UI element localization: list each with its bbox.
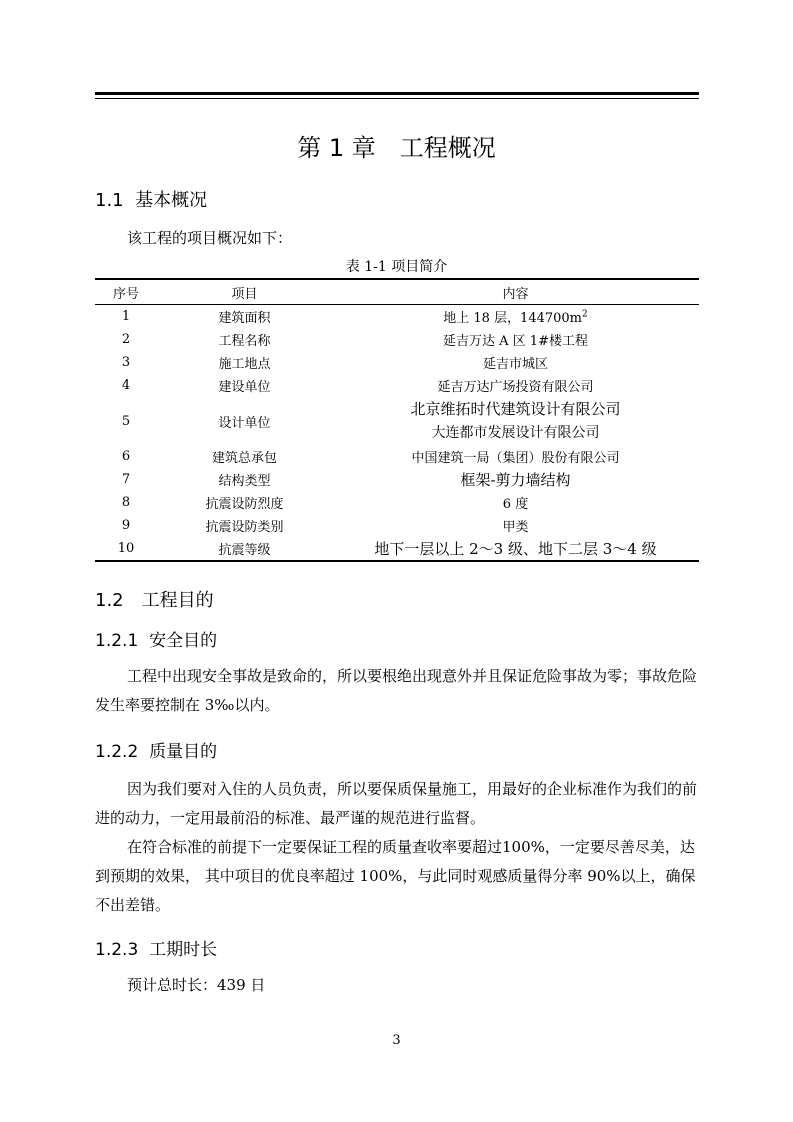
cell-content: 延吉市城区 — [482, 357, 548, 372]
cell-no: 10 — [95, 537, 157, 561]
header-cell-item: 项目 — [157, 279, 332, 305]
table-row — [95, 374, 699, 397]
table-row — [95, 351, 699, 374]
cell-content — [332, 305, 699, 329]
cell-content: 延吉万达广场投资有限公司 — [437, 380, 594, 395]
section-heading-1-2: 1.2 工程目的 — [95, 590, 214, 611]
cell-no: 9 — [121, 518, 131, 533]
cell-item: 抗震等级 — [157, 537, 332, 561]
cell-item: 施工地点 — [218, 357, 271, 372]
cell-content: 延吉万达 A 区 1#楼工程 — [443, 334, 588, 349]
table-row — [95, 537, 699, 561]
table-caption: 表 1-1 项目简介 — [345, 259, 448, 275]
table-row — [95, 305, 699, 329]
cell-item: 建筑总承包 — [211, 451, 277, 466]
page-number: 3 — [392, 1033, 401, 1048]
header-cell-no: 序号 — [95, 279, 157, 305]
cell-content: 中国建筑一局（集团）股份有限公司 — [411, 451, 620, 466]
table-row — [95, 514, 699, 537]
section-heading-1-1: 1.1 基本概况 — [95, 190, 208, 211]
cell-no: 4 — [121, 378, 131, 393]
section-heading-1-2-3: 1.2.3 工期时长 — [95, 940, 218, 960]
cell-no: 6 — [121, 449, 131, 464]
project-summary-table — [95, 278, 699, 562]
table-header-row — [95, 279, 699, 305]
cell-item: 工程名称 — [218, 334, 271, 349]
quality-paragraph-2: 在符合标准的前提下一定要保证工程的质量查收率要超过100%，一定要尽善尽美，达到预期的效果， 其中项目的优良率超过 100%，与此同时观感质量得分率 90%以上，确保不出差错。 — [95, 838, 696, 914]
cell-item: 建设单位 — [218, 380, 271, 395]
intro-paragraph: 该工程的项目概况如下： — [127, 229, 293, 247]
cell-no: 1 — [121, 309, 131, 324]
quality-paragraph-1: 因为我们要对入住的人员负责，所以要保质保量施工，用最好的企业标准作为我们的前进的动力，一定用最前沿的标准、最严谨的规范进行监督。 — [95, 780, 698, 827]
table-row — [95, 328, 699, 351]
table-row — [95, 491, 699, 514]
safety-paragraph: 工程中出现安全事故是致命的，所以要根绝出现意外并且保证危险事故为零；事故危险发生率要控制在 3‰以内。 — [95, 667, 698, 714]
cell-content: 6 度 — [502, 497, 529, 512]
cell-item: 结构类型 — [218, 474, 271, 489]
duration-paragraph: 预计总时长：439 日 — [127, 976, 266, 994]
cell-content-text: 地上 18 层，144700m — [443, 311, 583, 326]
superscript: 2 — [582, 309, 588, 320]
cell-item: 设计单位 — [218, 415, 271, 431]
header-cell-content: 内容 — [332, 279, 699, 305]
cell-content — [332, 397, 699, 445]
header-rule-thin — [95, 98, 699, 99]
section-heading-1-2-1: 1.2.1 安全目的 — [95, 631, 218, 651]
cell-item: 抗震设防类别 — [205, 520, 284, 535]
table-row — [95, 468, 699, 491]
table-row — [95, 445, 699, 468]
cell-no: 7 — [121, 472, 131, 487]
chapter-title: 第 1 章 工程概况 — [297, 134, 496, 162]
cell-no: 8 — [121, 495, 131, 510]
cell-content-line-1: 北京维拓时代建筑设计有限公司 — [410, 400, 621, 418]
header-rule-thick — [95, 92, 699, 95]
table-row — [95, 397, 699, 445]
cell-no: 3 — [121, 355, 131, 370]
cell-no: 2 — [121, 332, 131, 347]
cell-item: 抗震设防烈度 — [205, 497, 284, 512]
cell-content: 框架-剪力墙结构 — [460, 471, 571, 489]
cell-content: 地下一层以上 2～3 级、地下二层 3～4 级 — [332, 537, 699, 561]
cell-no: 5 — [121, 413, 131, 429]
cell-item: 建筑面积 — [218, 311, 271, 326]
section-heading-1-2-2: 1.2.2 质量目的 — [95, 742, 218, 762]
cell-content: 甲类 — [502, 520, 529, 535]
cell-content-line-2: 大连都市发展设计有限公司 — [431, 425, 600, 441]
